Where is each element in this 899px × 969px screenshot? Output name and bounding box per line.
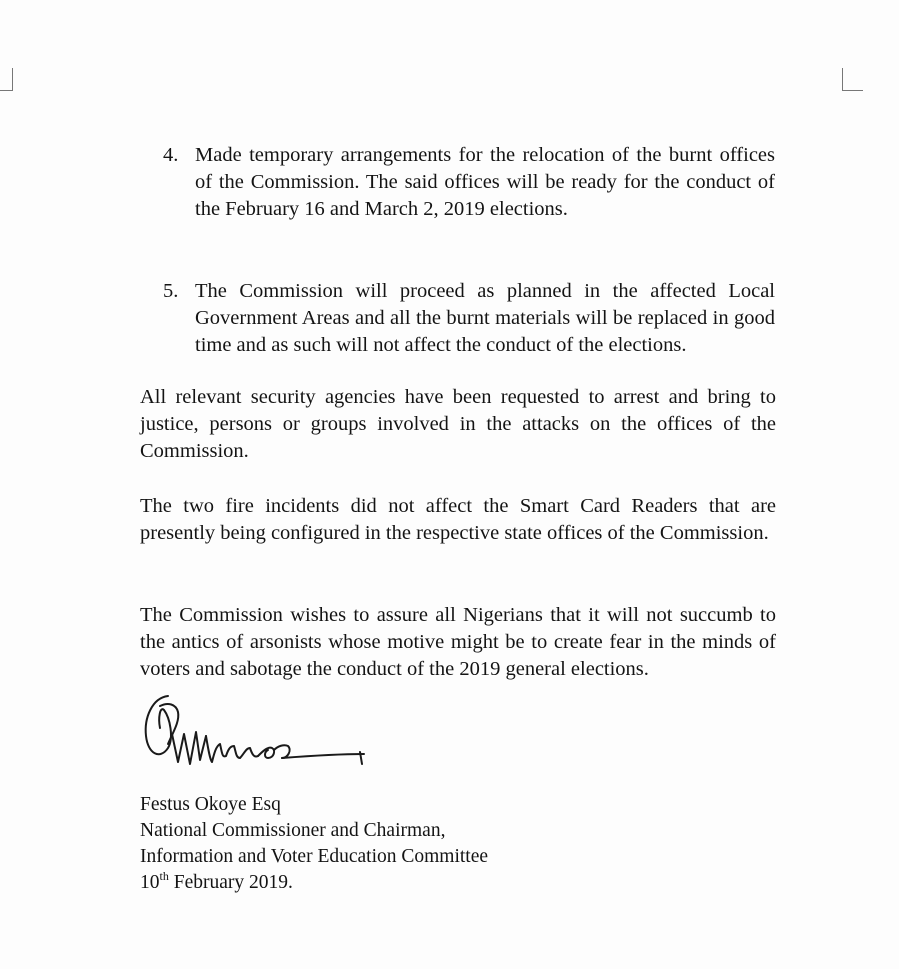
list-item-5 bbox=[163, 278, 775, 359]
signatory-title-line-2: Information and Voter Education Committee bbox=[140, 846, 489, 867]
signature-image bbox=[138, 688, 378, 788]
page-corner-mark-right bbox=[842, 68, 863, 91]
list-text: Made temporary arrangements for the relocation of the burnt offices of the Commission. The said offices will be ready for the conduct of the February 16 and March 2, 2019 elections. bbox=[195, 144, 775, 220]
paragraph-smart-card: The two fire incidents did not affect the Smart Card Readers that are presently being configured in the respective state offices of the Commission. bbox=[140, 495, 776, 544]
list-item-4 bbox=[163, 142, 775, 223]
date-day: 10 bbox=[140, 872, 160, 893]
signatory-title-line-1: National Commissioner and Chairman, bbox=[140, 820, 446, 841]
signatory-name: Festus Okoye Esq bbox=[140, 794, 281, 815]
date-suffix: th bbox=[159, 869, 169, 883]
paragraph-security: All relevant security agencies have been requested to arrest and bring to justice, persons or groups involved in the attacks on the offices of the Commission. bbox=[140, 386, 776, 462]
paragraph-assurance: The Commission wishes to assure all Nigerians that it will not succumb to the antics of arsonists whose motive might be to create fear in the minds of voters and sabotage the conduct of the 2019 general elections. bbox=[140, 604, 776, 680]
list-number: 5. bbox=[163, 280, 179, 302]
signature-block bbox=[140, 792, 488, 896]
list-text: The Commission will proceed as planned in the affected Local Government Areas and all the burnt materials will be replaced in good time and as such will not affect the conduct of the elections. bbox=[195, 280, 775, 356]
list-number: 4. bbox=[163, 144, 179, 166]
signature-date bbox=[140, 870, 488, 896]
date-rest: February 2019. bbox=[168, 872, 293, 893]
page-corner-mark-left bbox=[0, 68, 13, 91]
